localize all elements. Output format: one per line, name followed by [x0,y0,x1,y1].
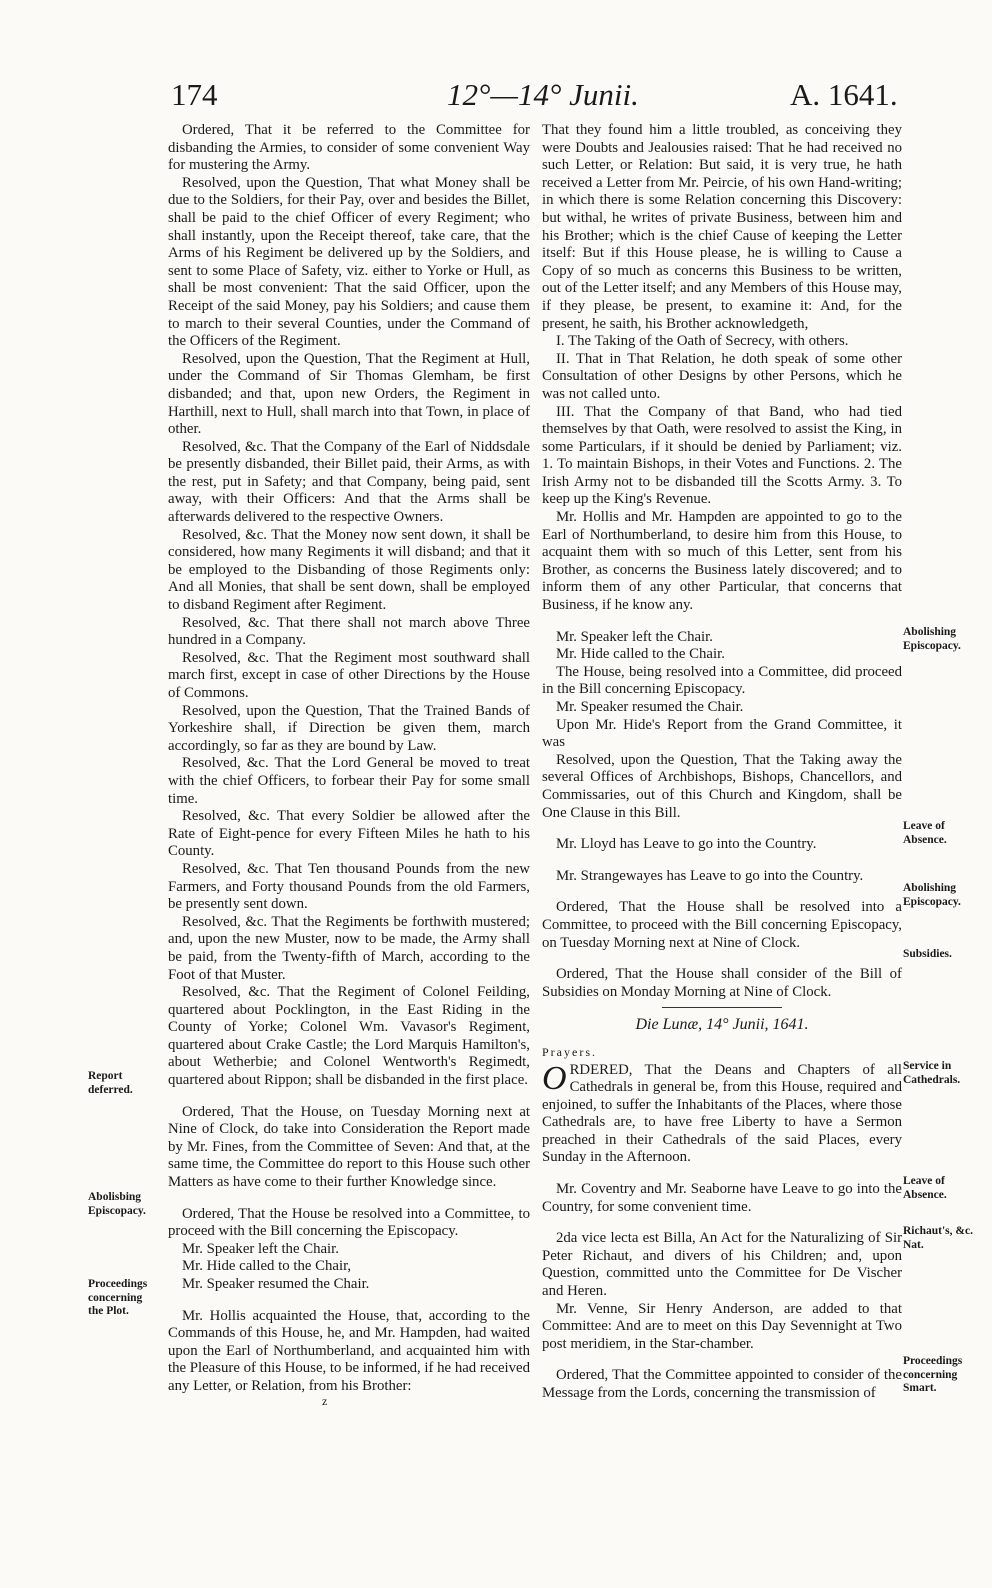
paragraph: That they found him a little troubled, as conceiving they were Doubts and Jealousies raised: That he had received no such Letter, or Relation: But said, it is very true, he hath received a Letter from Mr. Peircie, of his own Hand-writing; in which there is some Relation concerning this Discovery: but withal, he writes of private Business, between him and his Brother; which is the chief Cause of keeping the Letter itself: But if this House please, he is willing to Cause a Copy of so much as concerns this Business to be written, out of the Letter itself; and any Members of this House may, if they please, be present, to examine it: And, for the present, he saith, his Brother acknowledgeth, [542,122,902,332]
paragraph: Ordered, That the House shall be resolved into a Committee, to proceed with the Bill concerning Episcopacy, on Tuesday Morning next at Nine of Clock. [542,899,902,951]
paragraph: Resolved, &c. That Ten thousand Pounds from the new Farmers, and Forty thousand Pounds from the old Farmers, be presently sent down. [168,860,530,913]
paragraph: III. That the Company of that Band, who had tied themselves by that Oath, were resolved to assist the King, in some Particulars, if it should be denied by Parliament; viz. 1. To maintain Bishops, in their Votes and Functions. 2. The Irish Army not to be disbanded till the Scotts Army. 3. To keep up the King's Revenue. [542,403,902,508]
paragraph: Ordered, That the House be resolved into a Committee, to proceed with the Bill concerning the Episcopacy. [168,1205,530,1240]
drop-cap: O [542,1059,567,1097]
paragraph: Mr. Speaker resumed the Chair. [556,699,744,715]
paragraph: Mr. Hide called to the Chair, [182,1258,352,1275]
section-heading: Die Lunæ, 14° Junii, 1641. [635,1016,809,1034]
margin-note: Subsidies. [903,948,952,960]
margin-note: Proceedings concerning the Plot. [88,1278,148,1317]
margin-note: Proceedings concerning Smart. [903,1355,963,1394]
paragraph: Upon Mr. Hide's Report from the Grand Committee, it was [542,716,902,751]
paragraph [542,1059,902,1168]
margin-note: Abolishing Episcopacy. [903,882,961,908]
paragraph: Ordered, That the House shall consider of the Bill of Subsidies on Monday Morning at Nine of Clock. [542,966,902,1000]
paragraph-text: RDERED, That the Deans and Chapters of all Cathedrals in general be, from this House, required and enjoined, to suffer the Inhabitants of the Places, where those Cathedrals are, to have free Liberty to have a Sermon preached in their Cathedrals of the said Places, every Sunday in the Afternoon. [542,1061,902,1166]
signature-mark: z [322,1394,328,1408]
paragraph: Mr. Speaker left the Chair. [182,1240,339,1257]
margin-note: Service in Cathedrals. [903,1060,961,1086]
paragraph: Mr. Speaker resumed the Chair. [182,1276,370,1292]
paragraph: Resolved, upon the Question, That the Trained Bands of Yorkeshire shall, if Direction be given them, march accordingly, so far as they are bound by Law. [168,702,530,754]
page-date: 12°—14° Junii. [447,77,639,112]
margin-note: Leave of Absence. [903,820,947,846]
paragraph: The House, being resolved into a Committee, did proceed in the Bill concerning Episcopacy. [542,663,902,698]
paragraph: Mr. Coventry and Mr. Seaborne have Leave to go into the Country, for some convenient time. [542,1181,902,1215]
section-rule [662,1007,782,1008]
page-year: A. 1641. [790,77,898,112]
paragraph: Resolved, upon the Question, That the Taking away the several Offices of Archbishops, Bishops, Chancellors, and Commissaries, out of this Church and Kingdom, shall be One Clause in this Bill. [542,751,902,821]
paragraph: Resolved, &c. That the Regiment of Colonel Feilding, quartered about Pocklington, in the East Riding in the County of Yorke; Colonel Wm. Vavasor's Regiment, quartered about Crake Castle; the Lord Marquis Hamilton's, about Wetherbie; and Colonel Wentworth's Regimedt, quartered about Rippon; shall be disbanded in the first place. [168,984,530,1089]
paragraph: Resolved, &c. That there shall not march above Three hundred in a Company. [168,614,530,649]
paragraph: Ordered, That it be referred to the Committee for disbanding the Armies, to consider of some convenient Way for mustering the Army. [168,122,530,174]
paragraph: Mr. Strangewayes has Leave to go into the Country. [556,867,864,884]
paragraph: Mr. Speaker left the Chair. [556,628,713,645]
paragraph: Resolved, &c. That every Soldier be allowed after the Rate of Eight-pence for every Fifteen Miles he hath to his County. [168,808,530,860]
paragraph: Mr. Hollis acquainted the House, that, according to the Commands of this House, he, and Mr. Hampden, had waited upon the Earl of Northumberland, and acquainted him with the Pleasure of this House, to be informed, if he had received any Letter, or Relation, from his Brother: [168,1307,530,1394]
paragraph: Resolved, upon the Question, That the Regiment at Hull, under the Command of Sir Thomas Glemham, be first disbanded; and that, upon new Orders, the Regiment in Harthill, next to Hull, shall march into that Town, in place of other. [168,350,530,438]
paragraph: II. That in That Relation, he doth speak of some other Consultation of other Designs by other Persons, which he was not called unto. [542,350,902,402]
left-column [168,122,530,1396]
paragraph: Mr. Hollis and Mr. Hampden are appointed to go to the Earl of Northumberland, to desire him from this House, to acquaint them with so much of this Letter, sent from his Brother, as concerns the Business lately discovered; and to inform them of any other Particular, that concerns that Business, if he know any. [542,509,902,614]
paragraph: Resolved, &c. That the Lord General be moved to treat with the chief Officers, to forbear their Pay for some small time. [168,755,530,807]
paragraph: 2da vice lecta est Billa, An Act for the Naturalizing of Sir Peter Richaut, and divers of his Children; and, upon Question, committed unto the Committee for De Vischer and Heren. [542,1230,902,1300]
margin-note: Abolishing Episcopacy. [903,626,961,652]
paragraph: Resolved, &c. That the Regiment most southward shall march first, except in case of other Directions by the House of Commons. [168,649,530,701]
margin-note: Report deferred. [88,1070,133,1096]
paragraph: Resolved, &c. That the Regiments be forthwith mustered; and, upon the new Muster, now to be made, the Army shall be paid, from the Twenty-fifth of March, according to the Foot of that Muster. [168,913,530,983]
margin-note: Leave of Absence. [903,1175,947,1201]
paragraph: Mr. Lloyd has Leave to go into the Country. [556,836,817,853]
prayers-label: Prayers. [542,1044,597,1059]
paragraph: Mr. Venne, Sir Henry Anderson, are added to that Committee: And are to meet on this Day Sevennight at Two post meridiem, in the Star-chamber. [542,1300,902,1352]
paragraph: Ordered, That the Committee appointed to consider of the Message from the Lords, concerning the transmission of [542,1367,902,1401]
margin-note: Richaut's, &c. Nat. [903,1225,973,1251]
paragraph: Ordered, That the House, on Tuesday Morning next at Nine of Clock, do take into Consideration the Report made by Mr. Fines, from the Committee of Seven: And that, at the same time, the Committee do report to this House such other Matters as have come to their further Knowledge since. [168,1103,530,1191]
paragraph: Resolved, &c. That the Company of the Earl of Niddsdale be presently disbanded, their Billet paid, their Arms, as with the rest, put in Safety; and that Company, being paid, sent away, with their Officers: And that the Arms shall be afterwards delivered to the respective Owners. [168,438,530,526]
paragraph: I. The Taking of the Oath of Secrecy, with others. [556,333,849,350]
paragraph: Resolved, &c. That the Money now sent down, it shall be considered, how many Regiments it will disband; and that it be employed to the Disbanding of those Regiments only: And all Monies, that shall be sent down, shall be employed to disband Regiment after Regiment. [168,526,530,614]
margin-note: Abolisbing Episcopacy. [88,1191,146,1217]
page-number: 174 [171,77,218,112]
right-column [542,122,902,1403]
paragraph: Resolved, upon the Question, That what Money shall be due to the Soldiers, for their Pay, over and besides the Billet, shall be paid to the chief Officer of every Regiment; who shall instantly, upon the Receipt thereof, take care, that the Arms of his Regiment be delivered up by the Soldiers, and sent to some Place of Safety, viz. either to Yorke or Hull, as shall be most convenient: That the said Officer, upon the Receipt of the said Money, pay his Soldiers; and cause them to march to their several Counties, under the Command of the Officers of the Regiment. [168,174,530,350]
paragraph: Mr. Hide called to the Chair. [556,646,725,663]
